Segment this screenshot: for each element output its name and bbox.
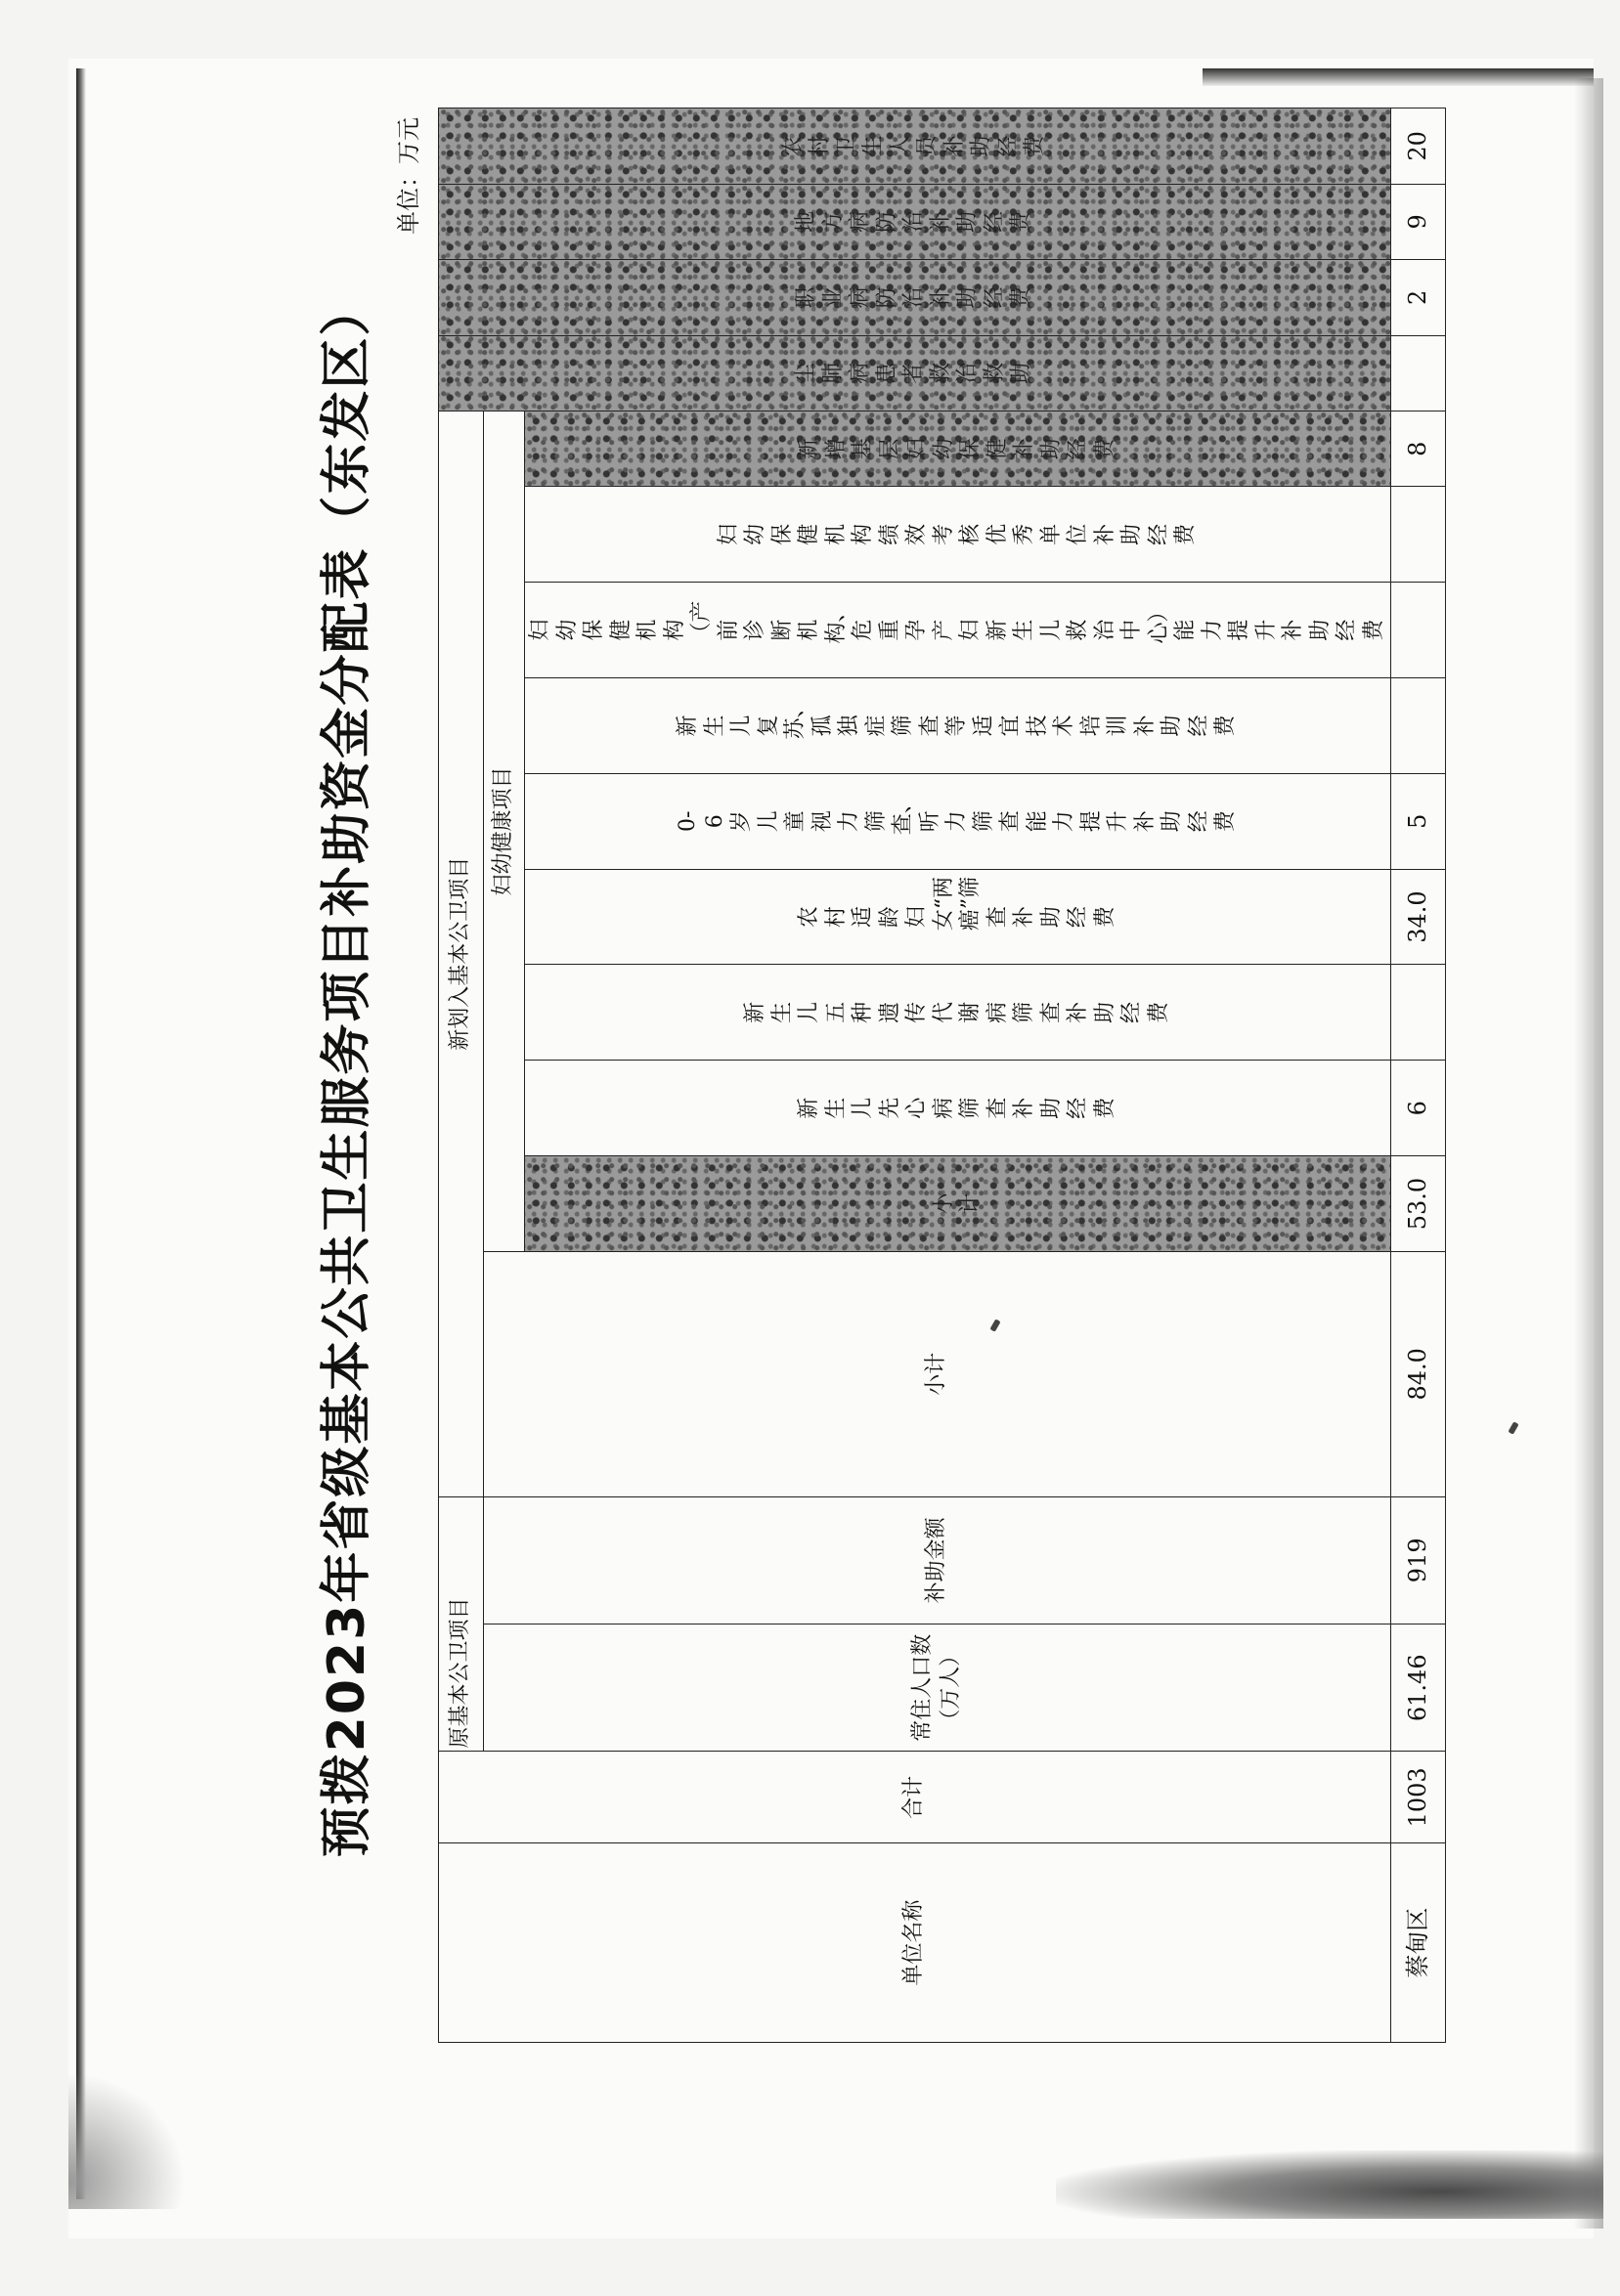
header-col-6: 妇幼保健机构（产前诊断机构、危重孕产妇新生儿救治中心）能力提升补助经费 bbox=[525, 583, 1391, 678]
rotated-document bbox=[313, 98, 1431, 2043]
cell-total: 1003 bbox=[1391, 1752, 1446, 1843]
header-population: 常住人口数（万人） bbox=[484, 1625, 1391, 1752]
cell-col-2 bbox=[1391, 965, 1446, 1061]
cell-col-4: 5 bbox=[1391, 773, 1446, 869]
cell-extra-3: 20 bbox=[1391, 108, 1446, 185]
cell-col-5 bbox=[1391, 678, 1446, 774]
cell-unit-name: 蔡甸区 bbox=[1391, 1843, 1446, 2043]
unit-label: 单位：万元 bbox=[395, 117, 422, 235]
cell-subtotal-mch: 53.0 bbox=[1391, 1156, 1446, 1252]
header-total: 合计 bbox=[439, 1752, 1391, 1843]
cell-subtotal-new: 84.0 bbox=[1391, 1251, 1446, 1496]
cell-population: 61.46 bbox=[1391, 1625, 1446, 1752]
table-row bbox=[1391, 108, 1446, 2043]
header-new-group: 新划入基本公卫项目 bbox=[439, 411, 484, 1496]
scan-edge-left bbox=[76, 68, 86, 2199]
header-subtotal-mch: 小计 bbox=[525, 1156, 1391, 1252]
header-unit-name: 单位名称 bbox=[439, 1843, 1391, 2043]
header-col-8: 新增基层妇幼保健补助经费 bbox=[525, 411, 1391, 486]
header-col-1: 新生儿先心病筛查补助经费 bbox=[525, 1061, 1391, 1156]
cell-col-9 bbox=[1391, 335, 1446, 411]
header-mch-group: 妇幼健康项目 bbox=[484, 411, 525, 1251]
header-extra-1: 尘肺病患者救治救助 bbox=[439, 335, 1391, 411]
cell-extra-1: 2 bbox=[1391, 260, 1446, 335]
scan-edge-right bbox=[1574, 78, 1603, 2229]
cell-col-1: 6 bbox=[1391, 1061, 1446, 1156]
header-col-3: 农村适龄妇女“两癌”筛查补助经费 bbox=[525, 869, 1391, 965]
document-title: 预拨2023年省级基本公共卫生服务项目补助资金分配表（东发区） bbox=[318, 282, 376, 1858]
scan-smudge-bottom bbox=[1056, 2150, 1603, 2219]
cell-subsidy: 919 bbox=[1391, 1496, 1446, 1624]
header-extra-2: 职业病防治补助经费 bbox=[439, 260, 1391, 335]
allocation-table bbox=[438, 108, 1446, 2043]
scan-edge-top bbox=[1203, 68, 1594, 86]
cell-col-3: 34.0 bbox=[1391, 869, 1446, 965]
header-extra-4: 农村卫生人员补助经费 bbox=[439, 108, 1391, 185]
scan-smudge-left bbox=[68, 2072, 186, 2209]
header-subtotal-new: 小计 bbox=[484, 1251, 1391, 1496]
header-col-7: 妇幼保健机构绩效考核优秀单位补助经费 bbox=[525, 487, 1391, 583]
cell-col-6 bbox=[1391, 583, 1446, 678]
header-col-2: 新生儿五种遗传代谢病筛查补助经费 bbox=[525, 965, 1391, 1061]
header-col-5: 新生儿复苏、孤独症筛查等适宜技术培训补助经费 bbox=[525, 678, 1391, 774]
cell-col-8: 8 bbox=[1391, 411, 1446, 486]
cell-col-7 bbox=[1391, 487, 1446, 583]
header-orig-group: 原基本公卫项目 bbox=[439, 1496, 484, 1752]
header-extra-3: 地方病防治补助经费 bbox=[439, 184, 1391, 259]
header-col-4: 0-6岁儿童视力筛查、听力筛查能力提升补助经费 bbox=[525, 773, 1391, 869]
cell-extra-2: 9 bbox=[1391, 184, 1446, 259]
header-subsidy: 补助金额 bbox=[484, 1496, 1391, 1624]
